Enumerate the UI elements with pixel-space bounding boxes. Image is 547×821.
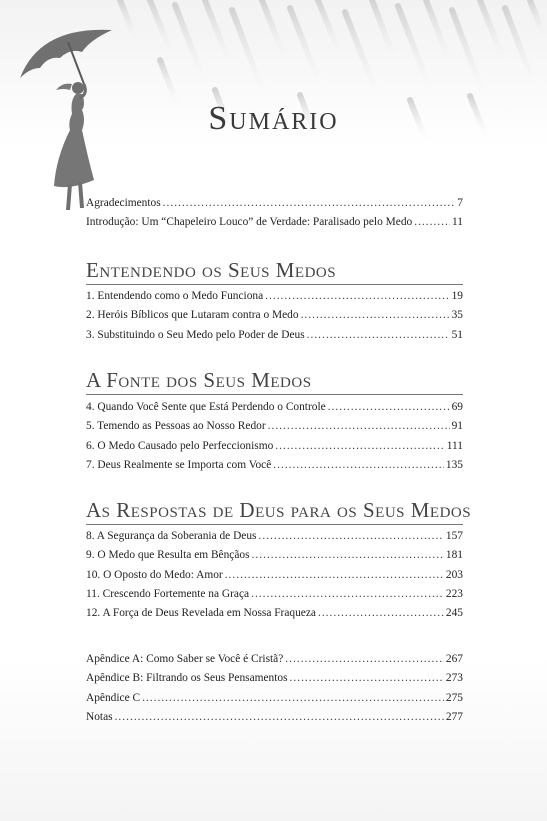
toc-entry-title: Apêndice B: Filtrando os Seus Pensamentos [86, 672, 288, 685]
toc-entry [86, 604, 463, 623]
toc-entry [86, 306, 463, 325]
dot-leader [328, 398, 450, 417]
toc-entry-page: 277 [445, 710, 463, 723]
section-divider [86, 284, 463, 285]
dot-leader [275, 437, 444, 456]
toc-entry [86, 417, 463, 436]
toc-entry [86, 194, 463, 213]
toc-entry [86, 527, 463, 546]
toc-entry-title: 9. O Medo que Resulta em Bênçãos [86, 549, 250, 562]
page-title: Sumário [208, 100, 339, 137]
toc-entry-page: 35 [451, 309, 463, 322]
toc-entry-title: 4. Quando Você Sente que Está Perdendo o Controle [86, 401, 326, 413]
toc-entry-page: 11 [452, 216, 463, 229]
toc-entry-title: 3. Substituindo o Seu Medo pelo Poder de Deus [86, 328, 305, 341]
toc-entry [86, 585, 463, 604]
toc-back-matter [86, 650, 463, 727]
toc-entry-title: 1. Entendendo como o Medo Funciona [86, 290, 264, 302]
toc-entry [86, 437, 463, 456]
toc-entry [86, 326, 463, 345]
toc-entry-title: 6. O Medo Causado pelo Perfeccionismo [86, 439, 274, 452]
dot-leader [265, 287, 449, 306]
dot-leader [259, 527, 444, 546]
section-heading: As Respostas de Deus para os Seus Medos [86, 498, 472, 522]
dot-leader [163, 194, 456, 213]
toc-entry-page: 135 [445, 458, 463, 471]
toc-entry [86, 456, 463, 475]
toc-entry-title: Introdução: Um “Chapeleiro Louco” de Verdade: Paralisado pelo Medo [86, 216, 413, 229]
toc-entry-title: Apêndice C [86, 691, 141, 704]
dot-leader [273, 456, 444, 475]
dot-leader [252, 546, 444, 565]
toc-entry-title: 10. O Oposto do Medo: Amor [86, 568, 223, 581]
toc-entry [86, 287, 463, 306]
toc-entry [86, 689, 463, 708]
dot-leader [268, 417, 450, 436]
toc-entry-title: 12. A Força de Deus Revelada em Nossa Fraqueza [86, 607, 316, 620]
toc-entry-page: 51 [451, 328, 463, 341]
toc-section-2 [86, 398, 463, 475]
toc-entry-page: 181 [445, 549, 463, 562]
dot-leader [414, 213, 450, 232]
dot-leader [251, 585, 444, 604]
toc-entry-page: 7 [457, 197, 463, 209]
toc-entry [86, 650, 463, 669]
toc-entry-title: 5. Temendo as Pessoas ao Nosso Redor [86, 420, 266, 433]
toc-entry-page: 111 [446, 439, 463, 452]
section-divider [86, 524, 463, 525]
toc-entry-title: 8. A Segurança da Soberania de Deus [86, 530, 257, 542]
toc-entry-page: 275 [445, 691, 463, 704]
toc-entry-page: 245 [445, 607, 463, 620]
toc-entry-title: Notas [86, 710, 113, 723]
toc-entry-page: 203 [445, 568, 463, 581]
dot-leader [301, 306, 450, 325]
toc-entry-page: 273 [445, 672, 463, 685]
toc-entry-title: Apêndice A: Como Saber se Você é Cristã? [86, 653, 284, 665]
dot-leader [307, 326, 450, 345]
toc-entry-page: 69 [451, 401, 463, 413]
toc-entry-title: Agradecimentos [86, 197, 161, 209]
dot-leader [285, 650, 444, 669]
toc-section-3 [86, 527, 463, 623]
toc-entry-title: 2. Heróis Bíblicos que Lutaram contra o Medo [86, 309, 299, 322]
section-heading: A Fonte dos Seus Medos [86, 368, 312, 392]
toc-entry-page: 91 [451, 420, 463, 433]
dot-leader [290, 669, 444, 688]
toc-entry [86, 546, 463, 565]
toc-entry-page: 223 [445, 587, 463, 600]
section-heading: Entendendo os Seus Medos [86, 258, 337, 282]
toc-entry-title: 11. Crescendo Fortemente na Graça [86, 587, 250, 600]
toc-entry-page: 19 [451, 290, 463, 302]
toc-entry [86, 669, 463, 688]
toc-entry [86, 213, 463, 232]
dot-leader [225, 566, 444, 585]
toc-front-matter [86, 194, 463, 233]
toc-entry [86, 566, 463, 585]
toc-entry [86, 398, 463, 417]
dot-leader [115, 708, 444, 727]
toc-entry [86, 708, 463, 727]
toc-entry-page: 157 [445, 530, 463, 542]
dot-leader [318, 604, 444, 623]
dot-leader [142, 689, 444, 708]
toc-entry-page: 267 [445, 653, 463, 665]
toc-section-1 [86, 287, 463, 345]
section-divider [86, 394, 463, 395]
toc-entry-title: 7. Deus Realmente se Importa com Você [86, 458, 272, 471]
